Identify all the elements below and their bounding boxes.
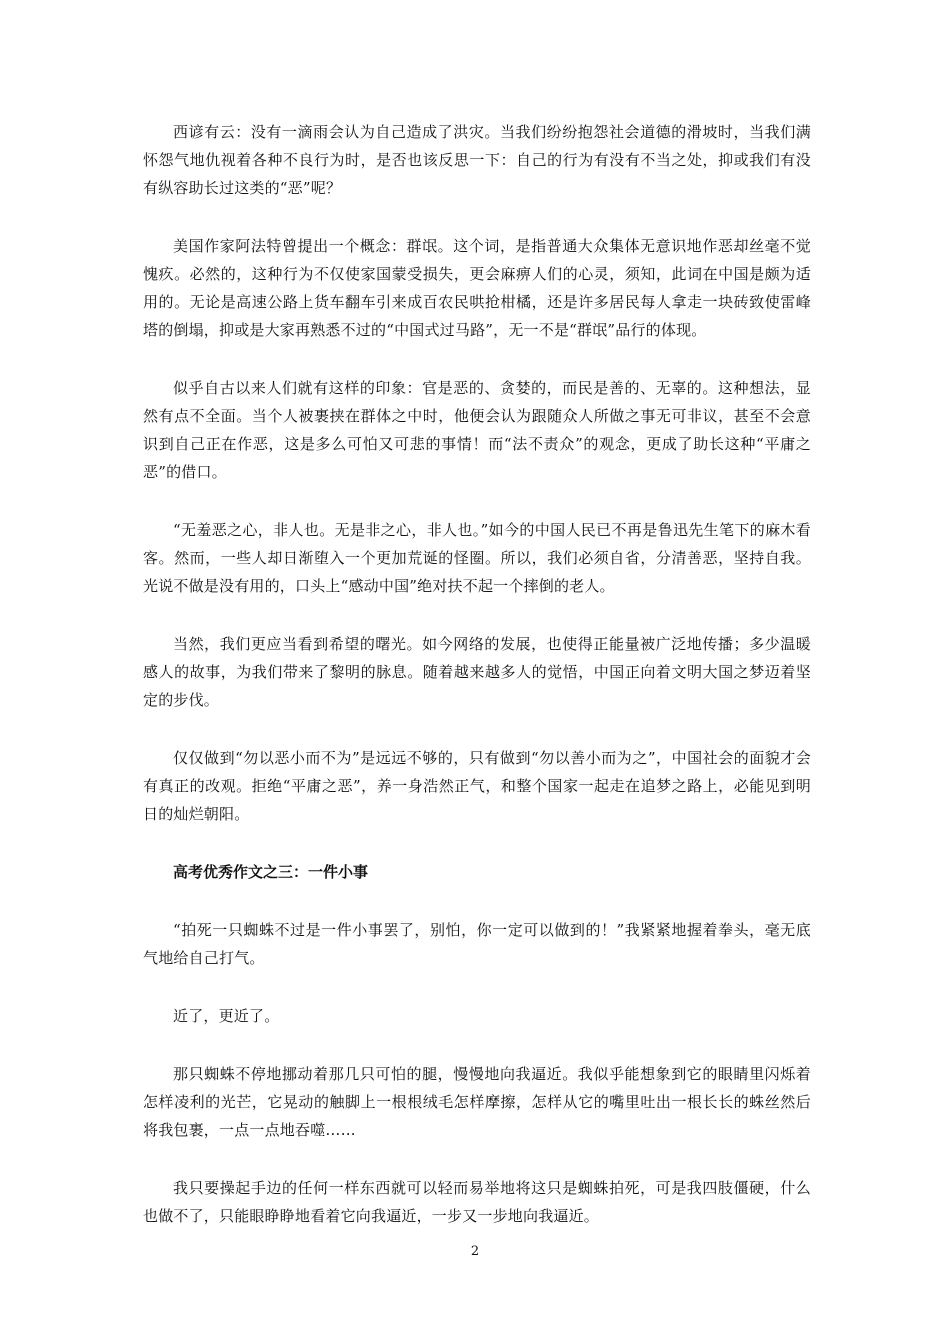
paragraph: 当然，我们更应当看到希望的曙光。如今网络的发展，也使得正能量被广泛地传播；多少温暖感人的故事，为我们带来了黎明的脉息。随着越来越多人的觉悟，中国正向着文明大国之梦迈着坚定的步伐。 xyxy=(143,635,811,709)
paragraph: 美国作家阿法特曾提出一个概念：群氓。这个词，是指普通大众集体无意识地作恶却丝毫不觉愧疚。必然的，这种行为不仅使家国蒙受损失，更会麻痹人们的心灵，须知，此词在中国是颇为适用的。无论是高速公路上货车翻车引来成百农民哄抢柑橘，还是许多居民每人拿走一块砖致使雷峰塔的倒塌，抑或是大家再熟悉不过的“中国式过马路”，无一不是“群氓”品行的体现。 xyxy=(143,237,811,339)
paragraph: “无羞恶之心，非人也。无是非之心，非人也。”如今的中国人民已不再是鲁迅先生笔下的麻木看客。然而，一些人却日渐堕入一个更加荒诞的怪圈。所以，我们必须自省，分清善恶，坚持自我。光说不做是没有用的，口头上“感动中国”绝对扶不起一个摔倒的老人。 xyxy=(143,521,811,595)
paragraph: 近了，更近了。 xyxy=(173,1007,280,1025)
section-heading: 高考优秀作文之三：一件小事 xyxy=(173,863,369,881)
page-number: 2 xyxy=(470,1244,480,1259)
paragraph: 我只要操起手边的任何一样东西就可以轻而易举地将这只是蜘蛛拍死，可是我四肢僵硬，什么也做不了，只能眼睁睁地看着它向我逼近，一步又一步地向我逼近。 xyxy=(143,1179,811,1225)
paragraph: 那只蜘蛛不停地挪动着那几只可怕的腿，慢慢地向我逼近。我似乎能想象到它的眼睛里闪烁着怎样凌利的光芒，它晃动的触脚上一根根绒毛怎样摩擦，怎样从它的嘴里吐出一根长长的蛛丝然后将我包裹，一点一点地吞噬…… xyxy=(143,1065,811,1139)
paragraph: 仅仅做到“勿以恶小而不为”是远远不够的，只有做到“勿以善小而为之”，中国社会的面貌才会有真正的改观。拒绝“平庸之恶”，养一身浩然正气，和整个国家一起走在追梦之路上，必能见到明日的灿烂朝阳。 xyxy=(143,749,811,823)
paragraph: 西谚有云：没有一滴雨会认为自己造成了洪灾。当我们纷纷抱怨社会道德的滑坡时，当我们满怀怨气地仇视着各种不良行为时，是否也该反思一下：自己的行为有没有不当之处，抑或我们有没有纵容助长过这类的“恶”呢？ xyxy=(143,123,811,197)
paragraph: 似乎自古以来人们就有这样的印象：官是恶的、贪婪的，而民是善的、无辜的。这种想法，显然有点不全面。当个人被裹挟在群体之中时，他便会认为跟随众人所做之事无可非议，甚至不会意识到自己正在作恶，这是多么可怕又可悲的事情！而“法不责众”的观念，更成了助长这种“平庸之恶”的借口。 xyxy=(143,379,811,481)
document-page xyxy=(143,118,811,1260)
paragraph: “拍死一只蜘蛛不过是一件小事罢了，别怕，你一定可以做到的！”我紧紧地握着拳头，毫无底气地给自己打气。 xyxy=(143,921,811,967)
